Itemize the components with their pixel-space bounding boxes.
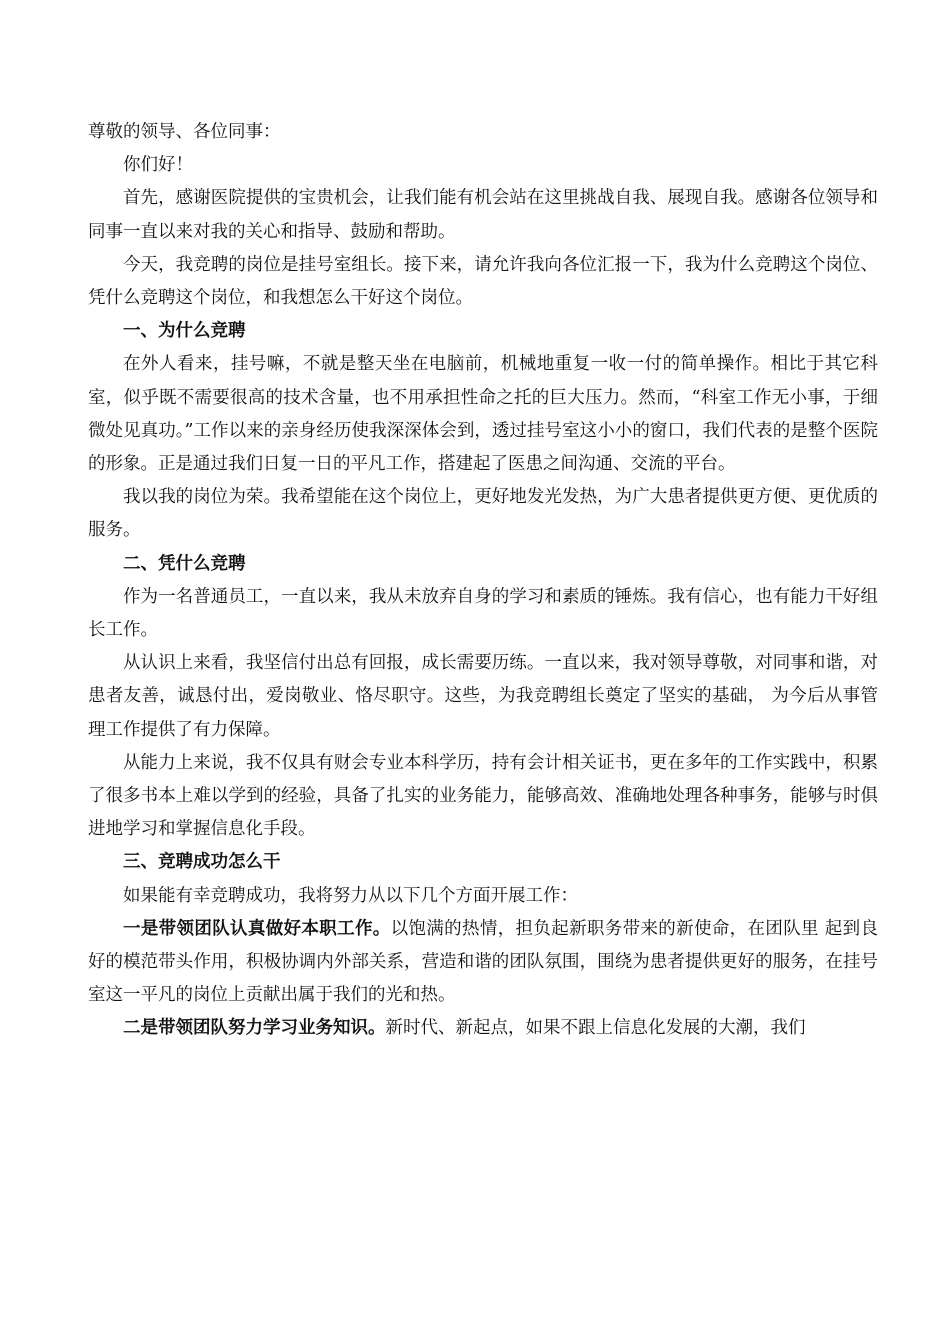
plan-item xyxy=(88,1012,878,1045)
body-paragraph: 从能力上来说，我不仅具有财会专业本科学历，持有会计相关证书，更在多年的工作实践中，积累了很多书本上难以学到的经验，具备了扎实的业务能力，能够高效、准确地处理各种事务，能够与时俱进地学习和掌握信息化手段。 xyxy=(88,752,878,840)
plan-item-text: 新时代、新起点，如果不跟上信息化发展的大潮，我们 xyxy=(385,1018,806,1039)
section-heading: 二、凭什么竞聘 xyxy=(123,553,246,574)
intro-paragraph: 首先，感谢医院提供的宝贵机会，让我们能有机会站在这里挑战自我、展现自我。感谢各位领导和同事一直以来对我的关心和指导、鼓励和帮助。 xyxy=(88,188,878,242)
body-paragraph: 如果能有幸竞聘成功，我将努力从以下几个方面开展工作： xyxy=(123,885,578,906)
body-paragraph: 我以我的岗位为荣。我希望能在这个岗位上，更好地发光发热，为广大患者提供更方便、更优质的服务。 xyxy=(88,487,878,541)
document-page xyxy=(88,116,878,1046)
plan-item xyxy=(88,913,878,1013)
body-paragraph: 从认识上来看，我坚信付出总有回报，成长需要历练。一直以来，我对领导尊敬，对同事和谐，对患者友善，诚恳付出，爱岗敬业、恪尽职守。这些，为我竞聘组长奠定了坚实的基础， 为今后从事管理工作提供了有力保障。 xyxy=(88,653,878,740)
plan-item-title: 二是带领团队努力学习业务知识。 xyxy=(123,1018,386,1039)
section-heading: 一、为什么竞聘 xyxy=(123,321,246,342)
greeting: 你们好！ xyxy=(123,155,193,176)
plan-item-title: 一是带领团队认真做好本职工作。 xyxy=(123,918,391,939)
salutation: 尊敬的领导、各位同事： xyxy=(88,122,281,142)
section-heading: 三、竞聘成功怎么干 xyxy=(123,852,281,873)
intro-paragraph: 今天，我竞聘的岗位是挂号室组长。接下来，请允许我向各位汇报一下，我为什么竞聘这个岗位、凭什么竞聘这个岗位，和我想怎么干好这个岗位。 xyxy=(88,254,878,309)
plan-item-text: 以饱满的热情，担负起新职务带来的新使命，在团队里 起到良好的模范带头作用，积极协调内外部关系，营造和谐的团队氛围，围绕为患者提供更好的服务，在挂号室这一平凡的岗位上贡献出属于我们的光和热。 xyxy=(88,918,878,1006)
body-paragraph: 作为一名普通员工，一直以来，我从未放弃自身的学习和素质的锤炼。我有信心，也有能力干好组长工作。 xyxy=(88,586,878,641)
body-paragraph: 在外人看来，挂号嘛，不就是整天坐在电脑前，机械地重复一收一付的简单操作。相比于其它科室，似乎既不需要很高的技术含量，也不用承担性命之托的巨大压力。然而，“科室工作无小事，于细微处见真功。”工作以来的亲身经历使我深深体会到，透过挂号室这小小的窗口，我们代表的是整个医院的形象。正是通过我们日复一日的平凡工作，搭建起了医患之间沟通、交流的平台。 xyxy=(88,354,878,475)
